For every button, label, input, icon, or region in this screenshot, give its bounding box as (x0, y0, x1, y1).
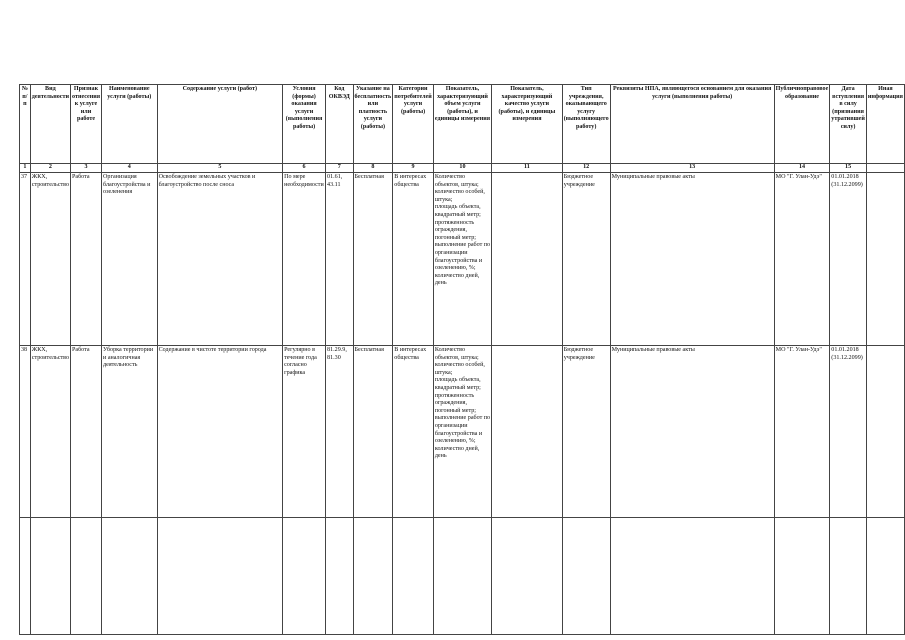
empty-cell (830, 518, 867, 635)
cell-conditions: По мере необходимости (283, 173, 326, 346)
cell-volume: Количество объектов, штука; количество особей, штука; площадь объекта, квадратный метр; протяженность ограждения, погонный метр; выполнение работ по организации благоустройства и озеленению, %; количество дней, день (433, 346, 491, 518)
header-cell-conditions: Условия (формы) оказания услуги (выполнения работы) (283, 85, 326, 164)
cell-sign: Работа (70, 173, 101, 346)
column-number-4: 4 (102, 164, 158, 173)
column-number-14: 14 (774, 164, 830, 173)
cell-content: Содержание в чистоте территории города (157, 346, 283, 518)
empty-cell (610, 518, 774, 635)
empty-cell (774, 518, 830, 635)
header-cell-date: Дата вступления в силу (признания утратившей силу) (830, 85, 867, 164)
table-row (20, 346, 905, 518)
cell-conditions: Регулярно в течение года согласно графика (283, 346, 326, 518)
cell-num: 37 (20, 173, 31, 346)
cell-public-entity: МО "Г. Улан-Удэ" (774, 173, 830, 346)
empty-cell (562, 518, 610, 635)
header-cell-name: Наименование услуги (работы) (102, 85, 158, 164)
column-number-13: 13 (610, 164, 774, 173)
column-number-6: 6 (283, 164, 326, 173)
cell-npa: Муниципальные правовые акты (610, 173, 774, 346)
empty-cell (492, 518, 563, 635)
column-number-8: 8 (353, 164, 393, 173)
cell-content: Освобождение земельных участков и благоустройство после сноса (157, 173, 283, 346)
header-cell-content: Содержание услуги (работ) (157, 85, 283, 164)
cell-name: Организация благоустройства и озеленения (102, 173, 158, 346)
column-number-5: 5 (157, 164, 283, 173)
empty-cell (866, 518, 904, 635)
column-number-10: 10 (433, 164, 491, 173)
cell-inst-type: Бюджетное учреждение (562, 173, 610, 346)
header-row (20, 85, 905, 164)
cell-okved: 81.29.9, 81.30 (326, 346, 354, 518)
table-row-empty (20, 518, 905, 635)
cell-inst-type: Бюджетное учреждение (562, 346, 610, 518)
column-number-1: 1 (20, 164, 31, 173)
cell-consumers: В интересах общества (393, 346, 434, 518)
empty-cell (30, 518, 70, 635)
cell-quality (492, 173, 563, 346)
empty-cell (157, 518, 283, 635)
cell-paid: Бесплатная (353, 173, 393, 346)
cell-sign: Работа (70, 346, 101, 518)
column-number-11: 11 (492, 164, 563, 173)
empty-cell (20, 518, 31, 635)
empty-cell (326, 518, 354, 635)
cell-activity: ЖКХ, строительство (30, 173, 70, 346)
cell-other (866, 346, 904, 518)
header-cell-other: Иная информация (866, 85, 904, 164)
cell-consumers: В интересах общества (393, 173, 434, 346)
column-number-3: 3 (70, 164, 101, 173)
empty-cell (283, 518, 326, 635)
header-cell-okved: Код ОКВЭД (326, 85, 354, 164)
cell-public-entity: МО "Г. Улан-Удэ" (774, 346, 830, 518)
empty-cell (102, 518, 158, 635)
header-cell-num: № п/п (20, 85, 31, 164)
cell-num: 38 (20, 346, 31, 518)
empty-cell (70, 518, 101, 635)
header-cell-npa: Реквизиты НПА, являющегося основанием для оказания услуги (выполнения работы) (610, 85, 774, 164)
column-number-9: 9 (393, 164, 434, 173)
header-cell-inst-type: Тип учреждения, оказывающего услугу (выполняющего работу) (562, 85, 610, 164)
header-cell-volume: Показатель, характеризующий объем услуги (работы), и единицы измерения (433, 85, 491, 164)
column-number-7: 7 (326, 164, 354, 173)
cell-name: Уборка территории и аналогичная деятельность (102, 346, 158, 518)
header-cell-sign: Признак отнесения к услуге или работе (70, 85, 101, 164)
header-cell-quality: Показатель, характеризующий качество услуги (работы), и единицы измерения (492, 85, 563, 164)
column-number-16 (866, 164, 904, 173)
column-number-2: 2 (30, 164, 70, 173)
column-number-row (20, 164, 905, 173)
cell-date: 01.01.2018 (31.12.2099) (830, 173, 867, 346)
cell-volume: Количество объектов, штука; количество особей, штука; площадь объекта, квадратный метр; протяженность ограждения, погонный метр; выполнение работ по организации благоустройства и озеленению, %; количество дней, день (433, 173, 491, 346)
empty-cell (393, 518, 434, 635)
cell-npa: Муниципальные правовые акты (610, 346, 774, 518)
table-row (20, 173, 905, 346)
cell-activity: ЖКХ, строительство (30, 346, 70, 518)
cell-okved: 01.61, 43.11 (326, 173, 354, 346)
column-number-12: 12 (562, 164, 610, 173)
header-cell-activity: Вид деятельности (30, 85, 70, 164)
column-number-15: 15 (830, 164, 867, 173)
empty-cell (353, 518, 393, 635)
header-cell-consumers: Категории потребителей услуги (работы) (393, 85, 434, 164)
header-cell-paid: Указание на бесплатность или платность услуги (работы) (353, 85, 393, 164)
empty-cell (433, 518, 491, 635)
services-table (19, 84, 905, 635)
cell-paid: Бесплатная (353, 346, 393, 518)
cell-quality (492, 346, 563, 518)
header-cell-public-entity: Публичноправовое образование (774, 85, 830, 164)
cell-other (866, 173, 904, 346)
cell-date: 01.01.2018 (31.12.2099) (830, 346, 867, 518)
